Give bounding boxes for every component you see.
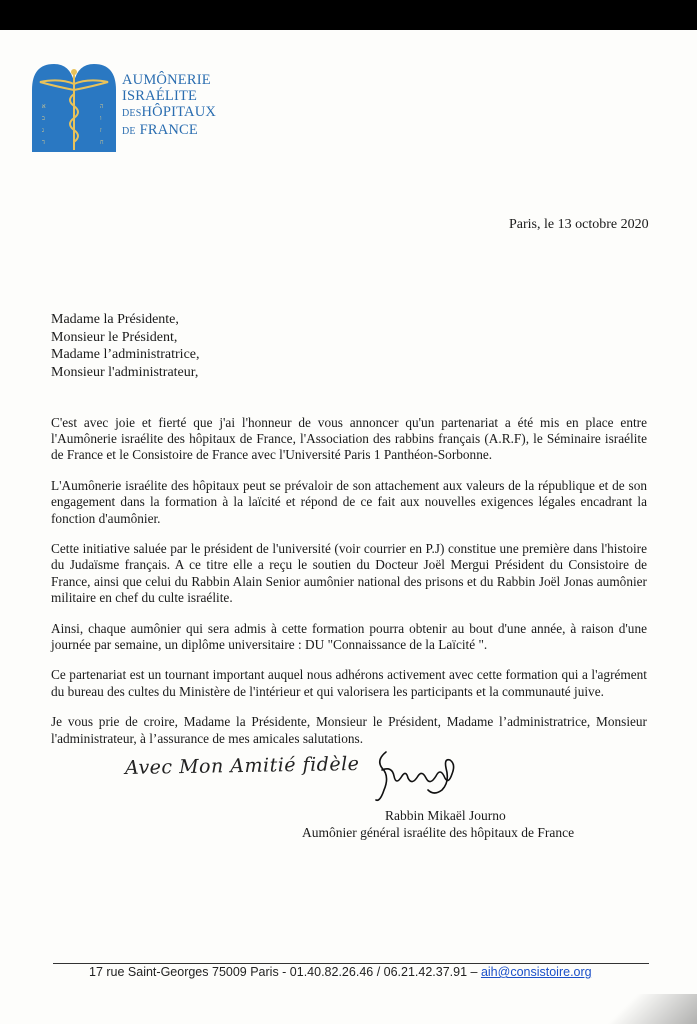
letter-date: Paris, le 13 octobre 2020 <box>509 217 649 232</box>
logo-line-4-prefix: DE <box>122 126 136 137</box>
logo-line-4 <box>122 122 216 140</box>
body-paragraph: C'est avec joie et fierté que j'ai l'honneur de vous annoncer qu'un partenariat a été mis en place entre l'Aumônerie israélite des hôpitaux de France, l'Association des rabbins français (A.R.F), le Séminaire israélite de France et le Consistoire de France avec l'Université Paris 1 Panthéon-Sorbonne. <box>51 415 647 463</box>
footer-email-link[interactable]: aih@consistoire.org <box>480 965 592 979</box>
svg-text:א: א <box>42 103 46 110</box>
organization-logo <box>30 60 216 154</box>
svg-text:ה: ה <box>100 103 104 110</box>
body-paragraph: Ce partenariat est un tournant important auquel nous adhérons activement avec cette formation qui a l'agrément du bureau des cultes du Ministère de l'intérieur et qui valorisera les participants et la communauté juive. <box>51 667 647 699</box>
body-paragraph: Ainsi, chaque aumônier qui sera admis à cette formation pourra obtenir au bout d'une année, à raison d'une journée par semaine, un diplôme universitaire : DU "Connaissance de la Laïcité ". <box>51 620 647 652</box>
footer-divider <box>53 963 649 964</box>
svg-text:ד: ד <box>42 139 45 146</box>
footer-address: 17 rue Saint-Georges 75009 Paris - 01.40.82.26.46 / 06.21.42.37.91 – <box>89 965 481 979</box>
handwritten-signature <box>372 746 462 806</box>
addressee-line: Madame l’administratrice, <box>51 347 200 362</box>
body-paragraph: L'Aumônerie israélite des hôpitaux peut se prévaloir de son attachement aux valeurs de la république et de son engagement dans la formation à la laïcité et répond de ce fait aux nouvelles exigences légales encadrant la fonction d'aumônier. <box>51 478 647 526</box>
footer-contact <box>89 965 592 979</box>
logo-line-2: ISRAÉLITE <box>122 88 198 104</box>
svg-text:ח: ח <box>100 139 104 146</box>
addressee-line: Madame la Présidente, <box>51 312 179 327</box>
handwritten-note: Avec Mon Amitié fidèle <box>124 752 360 780</box>
svg-text:ב: ב <box>42 115 45 122</box>
logo-line-3-prefix: DES <box>122 108 142 119</box>
logo-line-1: AUMÔNERIE <box>122 72 211 88</box>
addressee-line: Monsieur l'administrateur, <box>51 364 199 380</box>
logo-line-4-main: FRANCE <box>139 122 198 138</box>
logo-line-3-main: HÔPITAUX <box>141 104 217 120</box>
addressee-line: Monsieur le Président, <box>51 329 178 345</box>
logo-line-3 <box>122 104 216 122</box>
closing-paragraph: Je vous prie de croire, Madame la Présidente, Monsieur le Président, Madame l’administratrice, Monsieur l'administrateur, à l’assurance de mes amicales salutations. <box>51 714 647 746</box>
organization-name <box>122 72 216 140</box>
signatory-name: Rabbin Mikaël Journo <box>385 808 506 823</box>
svg-text:ז: ז <box>100 127 102 134</box>
addressee-block <box>51 311 200 381</box>
body-paragraph: Cette initiative saluée par le président de l'université (voir courrier en P.J) constitue une première dans l'histoire du Judaïsme français. A ce titre elle a reçu le soutien du Docteur Joël Mergui Président du Consistoire de France, ainsi que celui du Rabbin Alain Senior aumônier national des prisons et du Rabbin Joël Jonas aumônier militaire en chef du culte israélite. <box>51 541 647 605</box>
letter-page <box>0 30 697 1024</box>
svg-text:ו: ו <box>100 115 102 122</box>
svg-text:ג: ג <box>42 127 44 134</box>
letter-body <box>51 415 647 761</box>
caduceus-logo-icon <box>30 60 118 154</box>
signatory-title: Aumônier général israélite des hôpitaux de France <box>302 825 575 840</box>
